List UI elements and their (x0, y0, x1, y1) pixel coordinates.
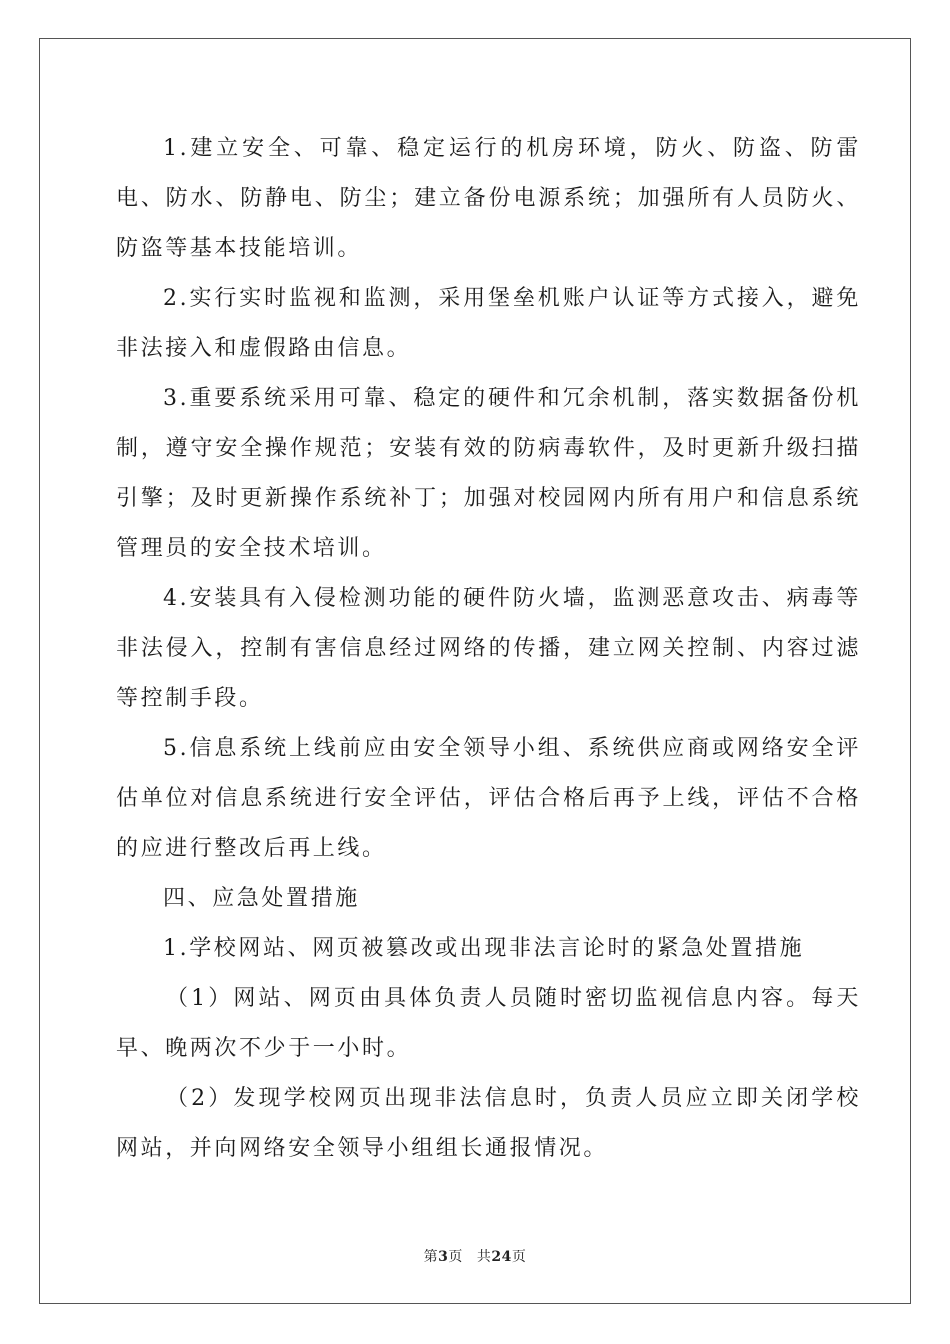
paragraph-8: （2）发现学校网页出现非法信息时，负责人员应立即关闭学校网站，并向网络安全领导小组组长通报情况。 (116, 1086, 861, 1161)
paragraph-1: 1.建立安全、可靠、稳定运行的机房环境，防火、防盗、防雷电、防水、防静电、防尘；建立备份电源系统；加强所有人员防火、防盗等基本技能培训。 (116, 136, 861, 261)
paragraph-7: （1）网站、网页由具体负责人员随时密切监视信息内容。每天早、晚两次不少于一小时。 (116, 986, 861, 1061)
page-footer (0, 1246, 950, 1266)
paragraph-6: 1.学校网站、网页被篡改或出现非法言论时的紧急处置措施 (163, 936, 805, 961)
page-current: 3 (438, 1249, 449, 1265)
page-prefix: 第 (423, 1249, 439, 1265)
total-prefix: 共 (476, 1249, 492, 1265)
section-heading-emergency: 四、应急处置措施 (163, 886, 360, 911)
document-body (116, 124, 861, 1174)
paragraph-2: 2.实行实时监视和监测，采用堡垒机账户认证等方式接入，避免非法接入和虚假路由信息。 (116, 286, 861, 361)
total-suffix: 页 (511, 1249, 527, 1265)
paragraph-3: 3.重要系统采用可靠、稳定的硬件和冗余机制，落实数据备份机制，遵守安全操作规范；安装有效的防病毒软件，及时更新升级扫描引擎；及时更新操作系统补丁；加强对校园网内所有用户和信息系统管理员的安全技术培训。 (116, 386, 861, 561)
page-suffix: 页 (448, 1249, 463, 1265)
paragraph-5: 5.信息系统上线前应由安全领导小组、系统供应商或网络安全评估单位对信息系统进行安全评估，评估合格后再予上线，评估不合格的应进行整改后再上线。 (116, 736, 861, 861)
total-pages: 24 (491, 1249, 512, 1265)
paragraph-4: 4.安装具有入侵检测功能的硬件防火墙，监测恶意攻击、病毒等非法侵入，控制有害信息经过网络的传播，建立网关控制、内容过滤等控制手段。 (116, 586, 861, 711)
